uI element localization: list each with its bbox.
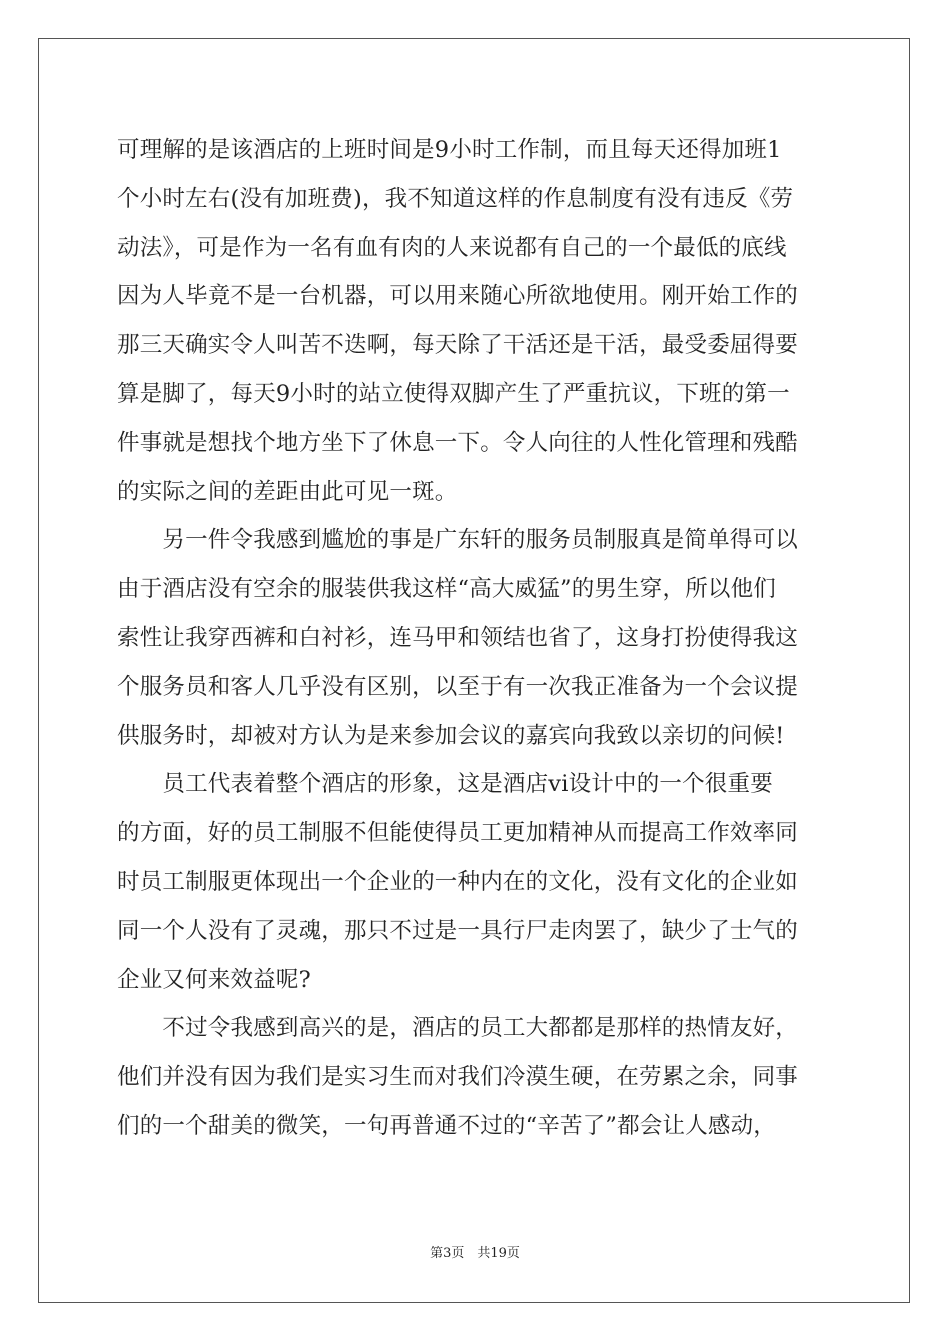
text-line: 个小时左右(没有加班费)，我不知道这样的作息制度有没有违反《劳: [117, 185, 794, 212]
text-line: 由于酒店没有空余的服装供我这样“高大威猛”的男生穿，所以他们: [117, 576, 777, 603]
text-line: 同一个人没有了灵魂，那只不过是一具行尸走肉罢了，缺少了士气的: [117, 917, 799, 944]
document-body: [117, 126, 837, 1151]
text-line: 企业又何来效益呢?: [117, 966, 311, 993]
text-line: 他们并没有因为我们是实习生而对我们冷漠生硬，在劳累之余，同事: [117, 1064, 799, 1091]
page-number: 第3页 共19页: [430, 1246, 520, 1261]
text-line: 不过令我感到高兴的是，酒店的员工大都都是那样的热情友好，: [117, 1015, 799, 1042]
text-line: 件事就是想找个地方坐下了休息一下。令人向往的人性化管理和残酷: [117, 429, 799, 456]
text-line: 那三天确实令人叫苦不迭啊，每天除了干活还是干活，最受委屈得要: [117, 332, 799, 359]
text-line: 个服务员和客人几乎没有区别，以至于有一次我正准备为一个会议提: [117, 673, 799, 700]
text-line: 时员工制服更体现出一个企业的一种内在的文化，没有文化的企业如: [117, 868, 799, 895]
text-line: 另一件令我感到尴尬的事是广东轩的服务员制服真是简单得可以: [117, 527, 799, 554]
text-line: 们的一个甜美的微笑，一句再普通不过的“辛苦了”都会让人感动，: [117, 1112, 777, 1139]
text-line: 索性让我穿西裤和白衬衫，连马甲和领结也省了，这身打扮使得我这: [117, 624, 799, 651]
text-line: 的方面，好的员工制服不但能使得员工更加精神从而提高工作效率同: [117, 820, 799, 847]
text-line: 动法》，可是作为一名有血有肉的人来说都有自己的一个最低的底线: [117, 234, 787, 261]
text-line: 可理解的是该酒店的上班时间是9小时工作制，而且每天还得加班1: [117, 137, 782, 163]
text-line: 员工代表着整个酒店的形象，这是酒店vi设计中的一个很重要: [117, 771, 773, 798]
text-line: 因为人毕竟不是一台机器，可以用来随心所欲地使用。刚开始工作的: [117, 283, 799, 310]
text-line: 算是脚了，每天9小时的站立使得双脚产生了严重抗议，下班的第一: [117, 380, 790, 407]
text-line: 的实际之间的差距由此可见一斑。: [117, 478, 458, 505]
text-line: 供服务时，却被对方认为是来参加会议的嘉宾向我致以亲切的问候!: [117, 722, 785, 749]
